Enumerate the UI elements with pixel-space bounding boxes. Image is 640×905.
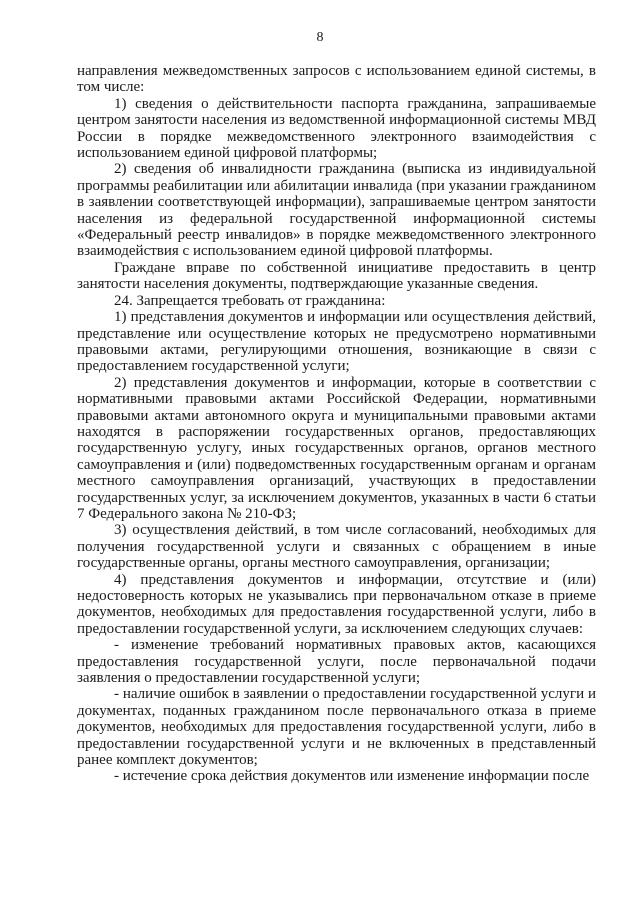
paragraph: 4) представления документов и информации, отсутствие и (или) недостоверность которых не указывались при первоначальном отказе в приеме документов, необходимых для предоставления государственной услуги, либо в предоставлении государственной услуги, за исключением следующих случаев: [77, 571, 596, 637]
paragraph: направления межведомственных запросов с использованием единой системы, в том числе: [77, 63, 596, 96]
paragraph: - истечение срока действия документов или изменение информации после [114, 768, 590, 785]
paragraph: - изменение требований нормативных правовых актов, касающихся предоставления государственной услуги, после первоначальной подачи заявления о предоставлении государственной услуги; [77, 637, 596, 687]
paragraph: 24. Запрещается требовать от гражданина: [114, 292, 386, 309]
paragraph: 1) сведения о действительности паспорта гражданина, запрашиваемые центром занятости населения из ведомственной информационной системы МВД России в порядке межведомственного электронного взаимодействия с использованием единой цифровой платформы; [77, 95, 596, 162]
paragraph: 1) представления документов и информации или осуществления действий, представление или осуществление которых не предусмотрено нормативными правовыми актами, регулирующими отношения, возникающие в связи с предоставлением государственной услуги; [77, 309, 596, 375]
paragraph: - наличие ошибок в заявлении о предоставлении государственной услуги и документах, поданных гражданином после первоначального отказа в приеме документов, необходимых для предоставления государственной услуги, либо в предоставлении государственной услуги и не включенных в представленный ранее комплект документов; [77, 686, 596, 769]
paragraph: 2) представления документов и информации, которые в соответствии с нормативными правовыми актами Российской Федерации, нормативными правовыми актами автономного округа и муниципальными правовыми актами находятся в распоряжении государственных органов, предоставляющих государственную услугу, иных государственных органов, органов местного самоуправления и (или) подведомственных государственным органам и органам местного самоуправления организаций, участвующих в предоставлении государственных услуг, за исключением документов, указанных в части 6 статьи 7 Федерального закона № 210-ФЗ; [77, 374, 596, 522]
paragraph: Граждане вправе по собственной инициативе предоставить в центр занятости населения документы, подтверждающие указанные сведения. [77, 259, 596, 293]
document-body [77, 63, 596, 785]
paragraph: 2) сведения об инвалидности гражданина (выписка из индивидуальной программы реабилитации или абилитации инвалида (при указании гражданином в заявлении соответствующей информации), запрашиваемые центром занятости населения из федеральной государственной информационной системы «Федеральный реестр инвалидов» в порядке межведомственного электронного взаимодействия с использованием единой цифровой платформы. [77, 161, 596, 260]
paragraph: 3) осуществления действий, в том числе согласований, необходимых для получения государственной услуги и связанных с обращением в иные государственные органы, органы местного самоуправления, организации; [77, 522, 596, 572]
page-number: 8 [316, 30, 324, 45]
